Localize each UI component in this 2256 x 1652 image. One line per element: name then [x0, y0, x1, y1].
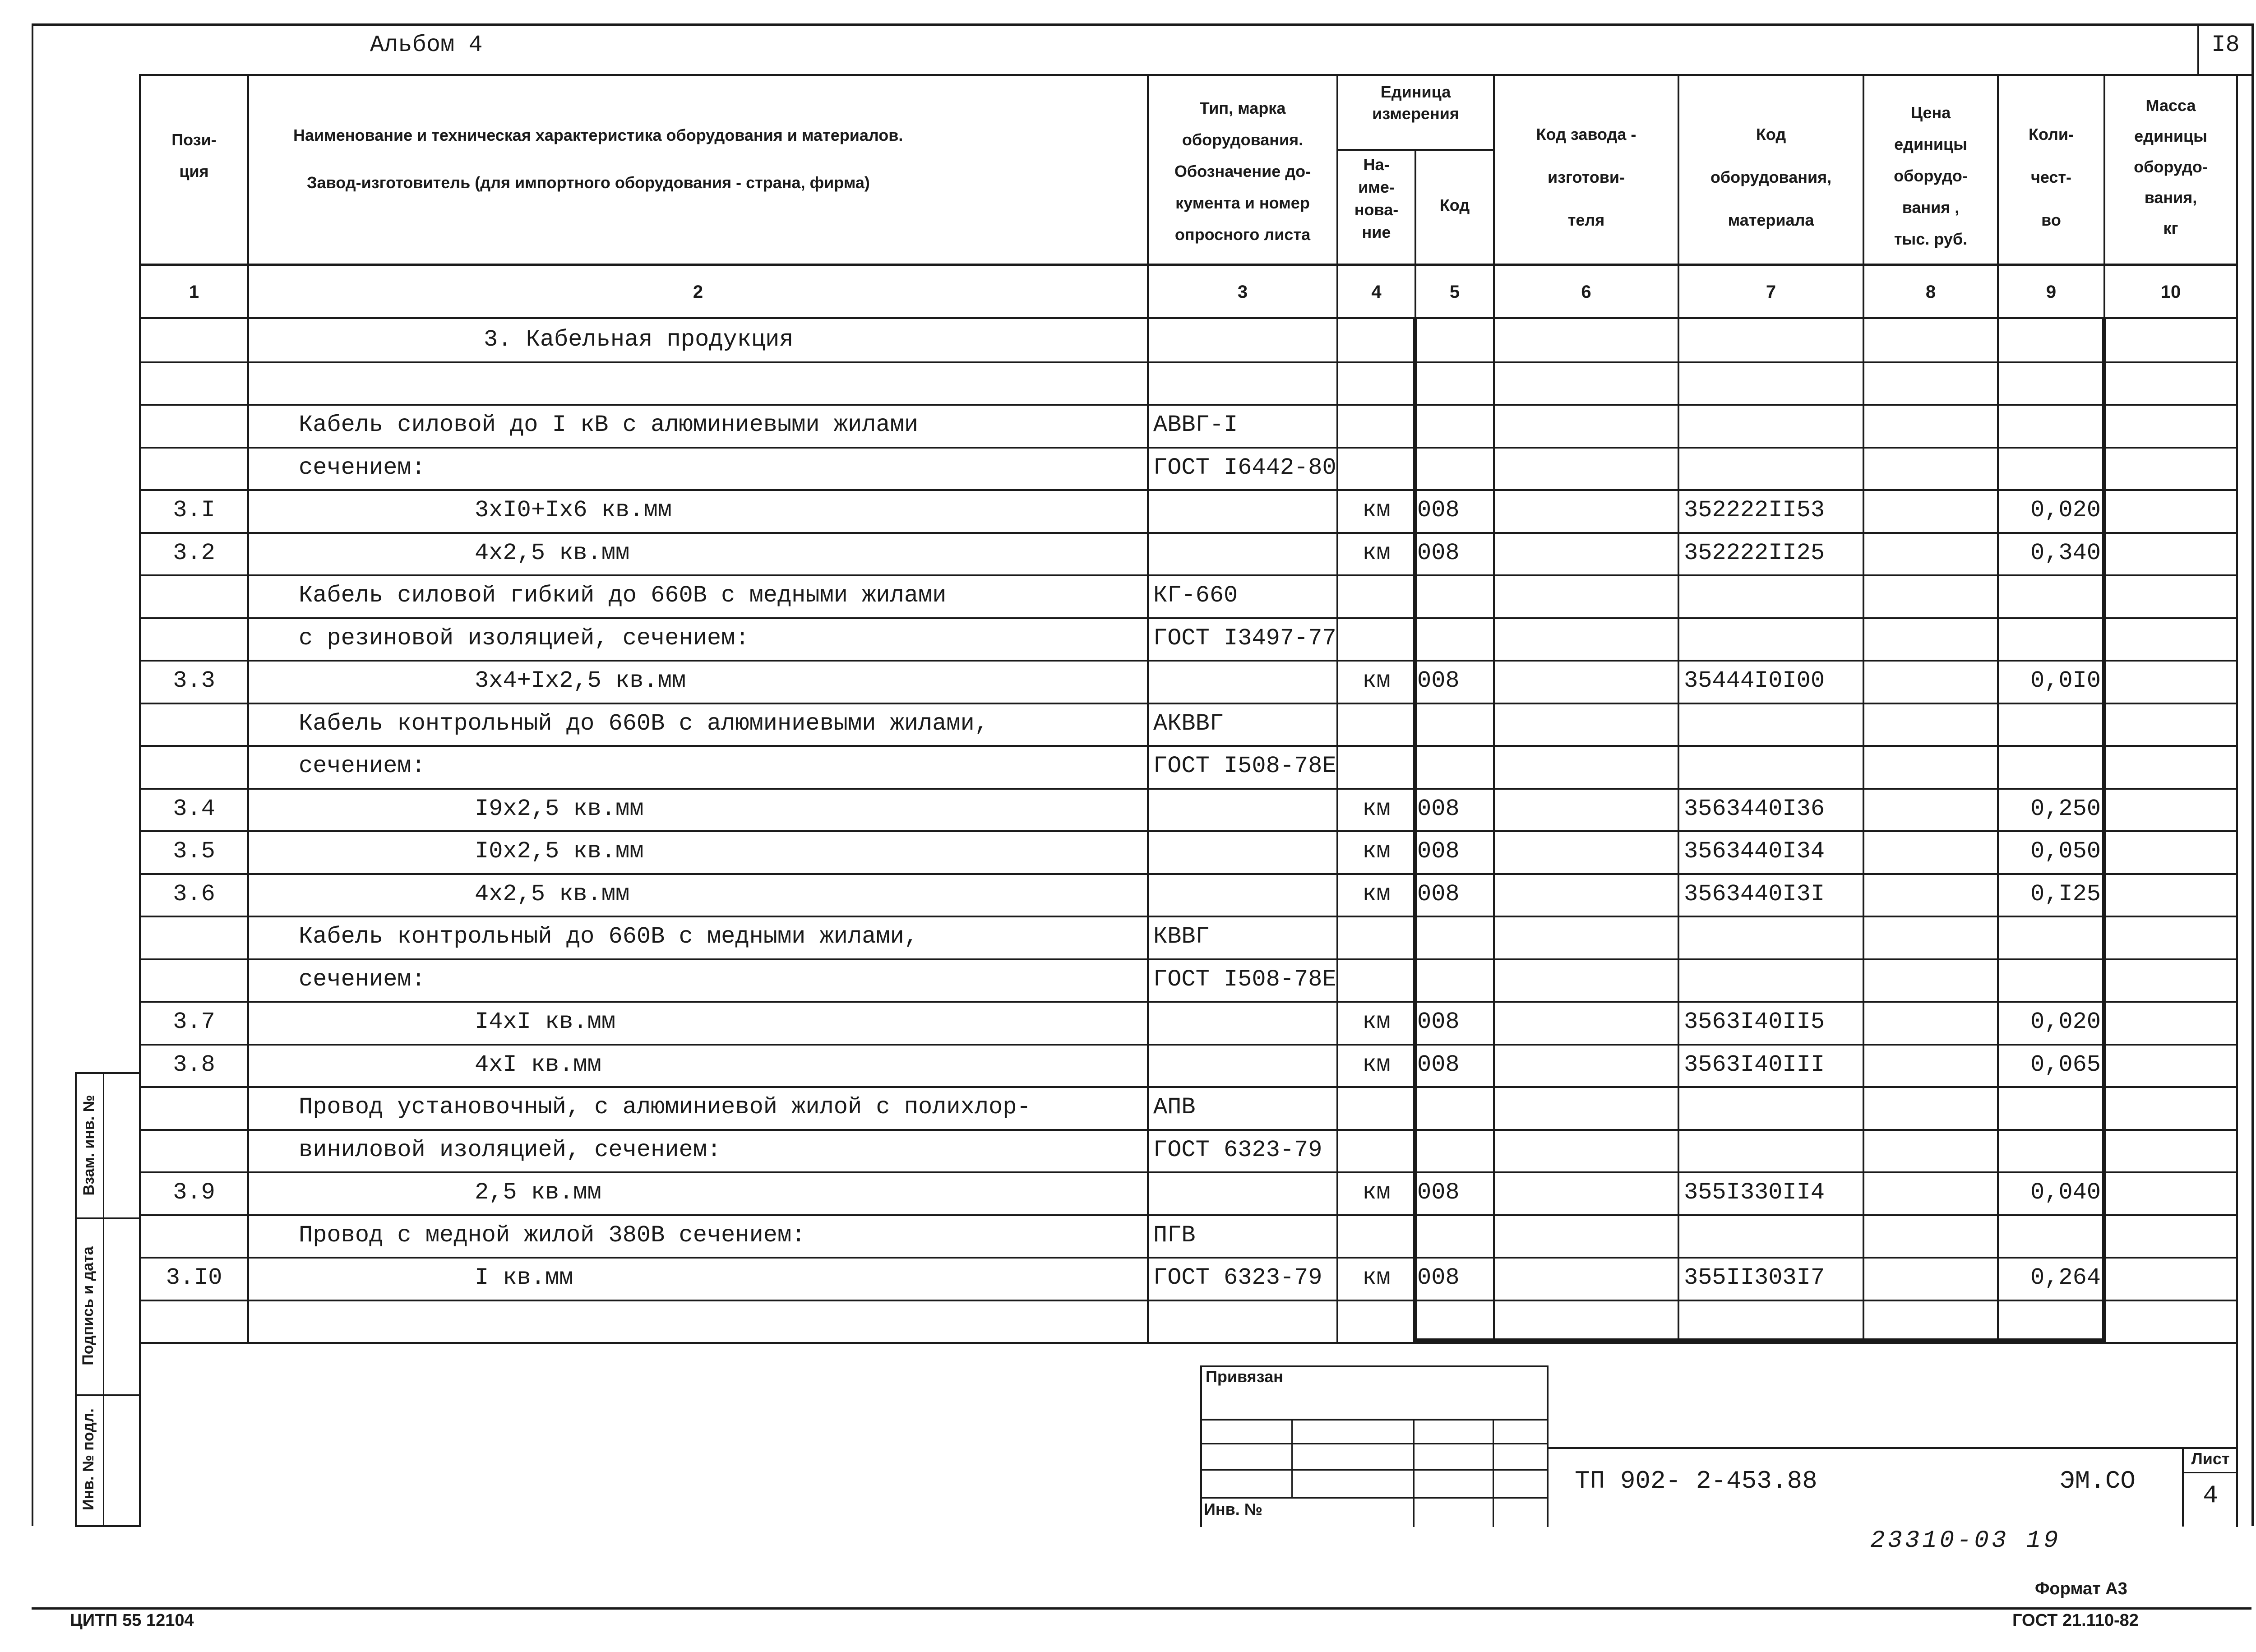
row-14-pos [141, 916, 247, 958]
row-22-name: I кв.мм [475, 1264, 573, 1291]
row-9-mat [1684, 703, 1863, 745]
row-4-name: 3хI0+Iх6 кв.мм [475, 497, 672, 523]
row-0-mat [1684, 319, 1863, 361]
header-material-code: Код оборудования, материала [1710, 125, 1832, 229]
row-12-pos: 3.5 [173, 838, 215, 865]
row-22-type: ГОСТ 6323-79 [1153, 1264, 1322, 1291]
row-14-qty [1999, 916, 2101, 958]
row-8-mat: 35444I0I00 [1684, 667, 1825, 694]
row-18-code [1417, 1086, 1493, 1129]
row-20-pos: 3.9 [173, 1179, 215, 1206]
row-22-unit: км [1362, 1264, 1391, 1291]
row-2-mat [1684, 404, 1863, 446]
row-7-qty [1999, 617, 2101, 660]
row-9-pos [141, 703, 247, 745]
row-6-qty [1999, 574, 2101, 617]
row-9-type: АКВВГ [1153, 710, 1224, 737]
row-22-mat: 355II303I7 [1684, 1264, 1825, 1291]
side-label-inv-podl: Инв. № подл. [80, 1408, 97, 1510]
row-2-code [1417, 404, 1493, 446]
row-19-type: ГОСТ 6323-79 [1153, 1137, 1322, 1163]
header-unit: Единица измерения [1372, 83, 1459, 123]
row-20-type [1153, 1171, 1336, 1214]
row-22-code: 008 [1417, 1264, 1460, 1291]
row-13-code: 008 [1417, 881, 1460, 907]
header-mass: Масса единицы оборудо- вания, кг [2134, 96, 2208, 237]
col-num-7: 7 [1766, 282, 1776, 302]
row-19-qty [1999, 1129, 2101, 1171]
row-4-code: 008 [1417, 497, 1460, 523]
row-8-name: 3х4+Iх2,5 кв.мм [475, 667, 686, 694]
row-20-name: 2,5 кв.мм [475, 1179, 601, 1206]
row-2-name: Кабель силовой до I кВ с алюминиевыми жилами [299, 412, 919, 438]
row-13-unit: км [1362, 881, 1391, 907]
side-label-vzam: Взам. инв. № [80, 1095, 97, 1196]
row-15-code [1417, 958, 1493, 1001]
row-6-name: Кабель силовой гибкий до 660В с медными жилами [299, 582, 947, 609]
row-20-code: 008 [1417, 1179, 1460, 1206]
row-15-name: сечением: [299, 966, 425, 993]
header-type: Тип, марка оборудования. Обозначение до- кумента и номер опросного листа [1174, 99, 1311, 244]
row-15-pos [141, 958, 247, 1001]
row-8-pos: 3.3 [173, 667, 215, 694]
col-num-4: 4 [1371, 282, 1382, 302]
privyazan-label: Привязан [1206, 1367, 1283, 1386]
row-4-type [1153, 489, 1336, 532]
row-21-unit [1338, 1214, 1415, 1257]
row-12-code: 008 [1417, 838, 1460, 865]
row-5-pos: 3.2 [173, 540, 215, 566]
row-16-pos: 3.7 [173, 1009, 215, 1035]
row-23-mat [1684, 1300, 1863, 1342]
row-1-pos [141, 361, 247, 404]
row-2-qty [1999, 404, 2101, 446]
row-3-code [1417, 447, 1493, 489]
row-15-unit [1338, 958, 1415, 1001]
row-0-type [1153, 319, 1336, 361]
row-3-qty [1999, 447, 2101, 489]
row-8-code: 008 [1417, 667, 1460, 694]
header-plant-code: Код завода - изготови- теля [1536, 125, 1637, 229]
row-4-unit: км [1362, 497, 1391, 523]
row-18-type: АПВ [1153, 1094, 1196, 1120]
row-10-pos [141, 745, 247, 787]
row-17-name: 4хI кв.мм [475, 1051, 601, 1078]
row-10-qty [1999, 745, 2101, 787]
row-16-code: 008 [1417, 1009, 1460, 1035]
row-21-code [1417, 1214, 1493, 1257]
row-12-qty: 0,050 [2030, 838, 2101, 865]
list-label: Лист [2191, 1449, 2230, 1468]
row-11-type [1153, 788, 1336, 830]
row-22-pos: 3.I0 [166, 1264, 222, 1291]
row-1-code [1417, 361, 1493, 404]
row-16-type [1153, 1001, 1336, 1043]
row-8-type [1153, 660, 1336, 702]
row-9-unit [1338, 703, 1415, 745]
row-3-name: сечением: [299, 454, 425, 481]
row-3-unit [1338, 447, 1415, 489]
row-3-mat [1684, 447, 1863, 489]
row-2-pos [141, 404, 247, 446]
col-num-2: 2 [693, 282, 703, 302]
row-7-type: ГОСТ I3497-77 [1153, 625, 1336, 652]
row-9-name: Кабель контрольный до 660В с алюминиевыми жилами, [299, 710, 989, 737]
row-23-unit [1338, 1300, 1415, 1342]
row-23-name [299, 1300, 1147, 1342]
row-6-type: КГ-660 [1153, 582, 1238, 609]
row-13-name: 4х2,5 кв.мм [475, 881, 630, 907]
row-1-unit [1338, 361, 1415, 404]
row-4-pos: 3.I [173, 497, 215, 523]
album-label: Альбом 4 [370, 32, 483, 58]
header-name-line2: Завод-изготовитель (для импортного оборудования - страна, фирма) [307, 173, 870, 192]
row-7-code [1417, 617, 1493, 660]
row-0-name: 3. Кабельная продукция [484, 326, 794, 353]
doc-mark: ЭМ.СО [2060, 1467, 2136, 1495]
row-3-pos [141, 447, 247, 489]
row-16-unit: км [1362, 1009, 1391, 1035]
row-18-name: Провод установочный, с алюминиевой жилой с полихлор- [299, 1094, 1031, 1120]
header-quantity: Коли- чест- во [2028, 125, 2074, 229]
row-6-pos [141, 574, 247, 617]
row-20-unit: км [1362, 1179, 1391, 1206]
row-1-name [299, 361, 1147, 404]
row-23-pos [141, 1300, 247, 1342]
row-11-code: 008 [1417, 796, 1460, 822]
row-14-type: КВВГ [1153, 923, 1210, 950]
col-num-8: 8 [1925, 282, 1936, 302]
footer-gost: ГОСТ 21.110-82 [2012, 1611, 2139, 1630]
row-15-type: ГОСТ I508-78Е [1153, 966, 1336, 993]
row-10-name: сечением: [299, 753, 425, 779]
row-22-qty: 0,264 [2030, 1264, 2101, 1291]
row-5-name: 4х2,5 кв.мм [475, 540, 630, 566]
row-21-pos [141, 1214, 247, 1257]
row-2-type: АВВГ-I [1153, 412, 1238, 438]
row-10-code [1417, 745, 1493, 787]
row-1-mat [1684, 361, 1863, 404]
header-position: Пози- ция [171, 130, 217, 180]
row-12-type [1153, 830, 1336, 873]
row-14-name: Кабель контрольный до 660В с медными жилами, [299, 923, 919, 950]
row-15-qty [1999, 958, 2101, 1001]
row-13-type [1153, 873, 1336, 916]
row-12-unit: км [1362, 838, 1391, 865]
row-16-name: I4хI кв.мм [475, 1009, 616, 1035]
row-5-type [1153, 532, 1336, 574]
row-21-name: Провод с медной жилой 380В сечением: [299, 1222, 806, 1249]
row-16-qty: 0,020 [2030, 1009, 2101, 1035]
row-19-unit [1338, 1129, 1415, 1171]
row-8-qty: 0,0I0 [2030, 667, 2101, 694]
row-11-unit: км [1362, 796, 1391, 822]
row-11-mat: 3563440I36 [1684, 796, 1825, 822]
row-21-qty [1999, 1214, 2101, 1257]
col-num-3: 3 [1237, 282, 1248, 302]
col-num-6: 6 [1581, 282, 1591, 302]
col-num-9: 9 [2046, 282, 2057, 302]
row-7-pos [141, 617, 247, 660]
row-5-unit: км [1362, 540, 1391, 566]
row-0-qty [1999, 319, 2101, 361]
doc-code: ТП 902- 2-453.88 [1575, 1467, 1817, 1495]
row-5-qty: 0,340 [2030, 540, 2101, 566]
row-6-mat [1684, 574, 1863, 617]
row-4-mat: 352222II53 [1684, 497, 1825, 523]
row-4-qty: 0,020 [2030, 497, 2101, 523]
row-1-qty [1999, 361, 2101, 404]
row-17-code: 008 [1417, 1051, 1460, 1078]
sheet-number-top: I8 [2211, 32, 2240, 58]
row-10-mat [1684, 745, 1863, 787]
row-6-code [1417, 574, 1493, 617]
row-19-pos [141, 1129, 247, 1171]
row-17-type [1153, 1044, 1336, 1086]
col-num-10: 10 [2160, 282, 2181, 302]
row-13-mat: 3563440I3I [1684, 881, 1825, 907]
row-21-type: ПГВ [1153, 1222, 1196, 1249]
row-11-pos: 3.4 [173, 796, 215, 822]
row-14-code [1417, 916, 1493, 958]
header-unit-code: Код [1439, 196, 1470, 214]
row-7-unit [1338, 617, 1415, 660]
row-17-mat: 3563I40III [1684, 1051, 1825, 1078]
row-7-name: с резиновой изоляцией, сечением: [299, 625, 749, 652]
row-8-unit: км [1362, 667, 1391, 694]
row-3-type: ГОСТ I6442-80 [1153, 454, 1336, 481]
row-10-unit [1338, 745, 1415, 787]
row-16-mat: 3563I40II5 [1684, 1009, 1825, 1035]
row-19-name: виниловой изоляцией, сечением: [299, 1137, 721, 1163]
row-17-pos: 3.8 [173, 1051, 215, 1078]
row-1-type [1153, 361, 1336, 404]
row-5-code: 008 [1417, 540, 1460, 566]
footer-format: Формат А3 [2035, 1579, 2127, 1598]
footer-left: ЦИТП 55 12104 [70, 1611, 194, 1630]
row-20-mat: 355I330II4 [1684, 1179, 1825, 1206]
row-13-qty: 0,I25 [2030, 881, 2101, 907]
row-13-pos: 3.6 [173, 881, 215, 907]
row-12-name: I0х2,5 кв.мм [475, 838, 644, 865]
row-23-code [1417, 1300, 1493, 1342]
col-num-5: 5 [1449, 282, 1460, 302]
row-19-code [1417, 1129, 1493, 1171]
row-10-type: ГОСТ I508-78Е [1153, 753, 1336, 779]
row-21-mat [1684, 1214, 1863, 1257]
row-7-mat [1684, 617, 1863, 660]
list-number: 4 [2203, 1481, 2218, 1510]
header-unit-name: На- име- нова- ние [1354, 155, 1399, 241]
row-12-mat: 3563440I34 [1684, 838, 1825, 865]
row-14-mat [1684, 916, 1863, 958]
row-14-unit [1338, 916, 1415, 958]
row-15-mat [1684, 958, 1863, 1001]
row-11-qty: 0,250 [2030, 796, 2101, 822]
row-17-qty: 0,065 [2030, 1051, 2101, 1078]
row-6-unit [1338, 574, 1415, 617]
row-5-mat: 352222II25 [1684, 540, 1825, 566]
row-18-mat [1684, 1086, 1863, 1129]
row-0-unit [1338, 319, 1415, 361]
row-0-pos [141, 319, 247, 361]
row-9-code [1417, 703, 1493, 745]
row-18-qty [1999, 1086, 2101, 1129]
row-23-qty [1999, 1300, 2101, 1342]
row-18-unit [1338, 1086, 1415, 1129]
row-9-qty [1999, 703, 2101, 745]
handwritten-number: 23310-03 19 [1870, 1527, 2061, 1555]
row-0-code [1417, 319, 1493, 361]
row-20-qty: 0,040 [2030, 1179, 2101, 1206]
row-11-name: I9х2,5 кв.мм [475, 796, 644, 822]
col-num-1: 1 [189, 282, 199, 302]
row-19-mat [1684, 1129, 1863, 1171]
row-2-unit [1338, 404, 1415, 446]
row-17-unit: км [1362, 1051, 1391, 1078]
inv-no-label: Инв. № [1204, 1500, 1262, 1518]
row-23-type [1153, 1300, 1336, 1342]
side-label-podpis: Подпись и дата [79, 1246, 97, 1365]
row-18-pos [141, 1086, 247, 1129]
header-price: Цена единицы оборудо- вания , тыс. руб. [1894, 103, 1968, 248]
header-name-line1: Наименование и техническая характеристика оборудования и материалов. [293, 126, 903, 144]
